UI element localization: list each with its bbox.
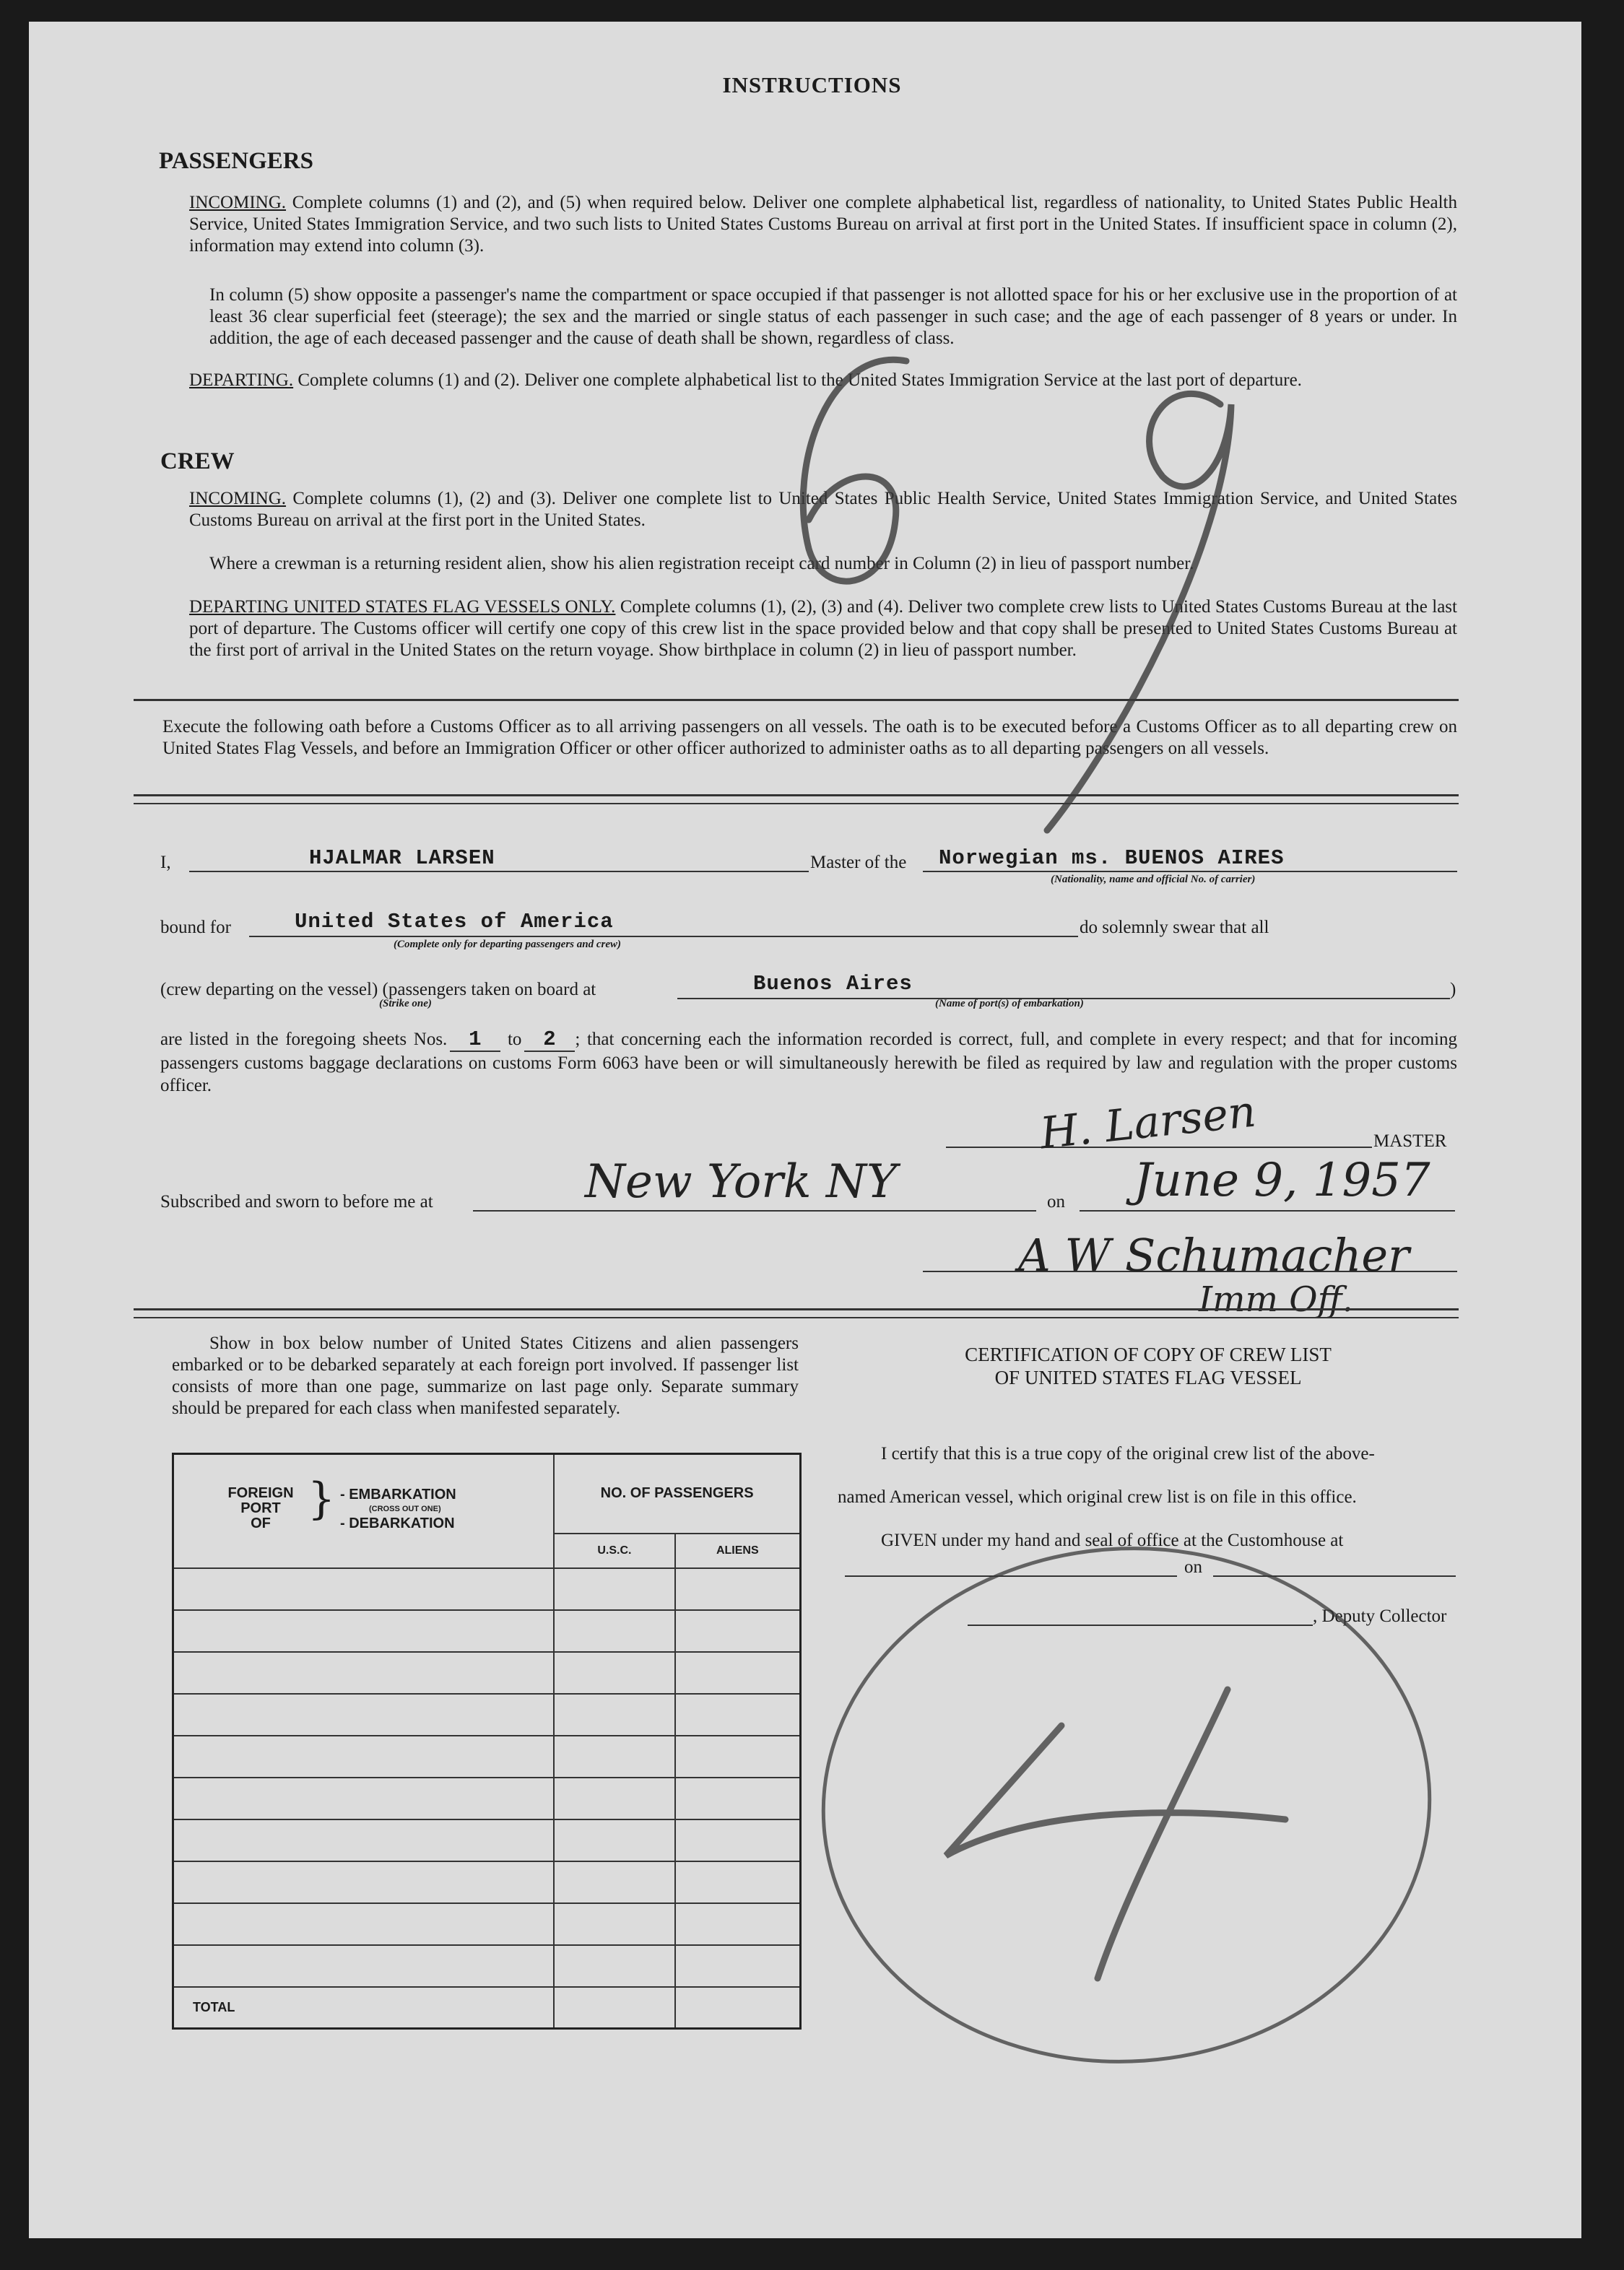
certification-title-line-2: OF UNITED STATES FLAG VESSEL	[994, 1367, 1302, 1388]
crew-incoming-text: Complete columns (1), (2) and (3). Deliver one complete list to United States Public Health Service, United States Immigration Service, and United States Customs Bureau on arrival at the first port in the United States.	[189, 489, 1457, 530]
certification-given: GIVEN under my hand and seal of office at the Customhouse at	[881, 1531, 1344, 1550]
pencil-mark-4	[946, 1690, 1285, 1978]
embarkation-port: Buenos Aires	[753, 972, 913, 996]
port-caption: (Name of port(s) of embarkation)	[935, 998, 1084, 1009]
pencil-circle	[806, 1528, 1446, 2082]
port-header-foreign: FOREIGN	[227, 1484, 294, 1501]
crew-returning-paragraph: Where a crewman is a returning resident alien, show his alien registration receipt card number in Column (2) in lieu of passport number.	[209, 554, 1194, 573]
pencil-mark-9	[1047, 393, 1231, 830]
cross-out-label: (CROSS OUT ONE)	[369, 1504, 441, 1513]
passengers-departing-text: Complete columns (1) and (2). Deliver one complete alphabetical list to the United States Immigration Service at the last port of departure.	[298, 370, 1302, 390]
bound-for-caption: (Complete only for departing passengers and crew)	[394, 939, 621, 950]
usc-header: U.S.C.	[554, 1534, 674, 1568]
certification-title-line-1: CERTIFICATION OF COPY OF CREW LIST	[965, 1344, 1332, 1365]
passengers-column5-paragraph: In column (5) show opposite a passenger's name the compartment or space occupied if that passenger is not allotted space for his or her exclusive use in the proportion of at least 36 clear superficial feet (steerage); the sex and the married or single status of each passenger in such case; and the age of each passenger of 8 years or under. In addition, the age of each deceased passenger and the cause of death shall be shown, regardless of class.	[209, 285, 1457, 348]
port-header-port: PORT	[240, 1500, 281, 1516]
master-name: HJALMAR LARSEN	[309, 846, 495, 870]
no-passengers-header: NO. OF PASSENGERS	[554, 1454, 800, 1534]
crew-heading: CREW	[160, 448, 235, 474]
sworn-on-label: on	[1047, 1192, 1065, 1212]
master-of-label: Master of the	[810, 853, 907, 872]
master-signature: H. Larsen	[1038, 1086, 1259, 1160]
bound-for-value: United States of America	[295, 910, 614, 934]
debarkation-label: - DEBARKATION	[340, 1515, 455, 1531]
crew-departing-label: DEPARTING UNITED STATES FLAG VESSELS ONLY.	[189, 597, 616, 617]
certification-on-label: on	[1184, 1557, 1202, 1577]
passengers-heading: PASSENGERS	[159, 148, 313, 174]
swear-label: do solemnly swear that all	[1080, 918, 1269, 937]
strike-one-caption: (Strike one)	[379, 998, 432, 1009]
listed-text: ; that concerning each the information recorded is correct, full, and complete in every respect; and that for incoming passengers customs baggage declarations on customs Form 6063 have been or will simultaneously herewith be filed as required by law and regulation with the proper customs officer.	[160, 1030, 1457, 1095]
summary-instructions: Show in box below number of United States Citizens and alien passengers embarked or to be debarked separately at each foreign port involved. If passenger list consists of more than one page, summarize on last page only. Separate summary should be prepared for each class when manifested separately.	[172, 1334, 799, 1418]
bound-for-label: bound for	[160, 918, 231, 937]
deputy-collector-label: , Deputy Collector	[1313, 1606, 1447, 1626]
vessel-name: Norwegian ms. BUENOS AIRES	[939, 846, 1285, 870]
page-title: INSTRUCTIONS	[722, 72, 902, 97]
crew-departing-option: (crew departing on the vessel) (passengers taken on board at	[160, 980, 596, 999]
certification-text-line-2: named American vessel, which original crew list is on file in this office.	[838, 1487, 1357, 1507]
aliens-header: ALIENS	[675, 1534, 801, 1568]
total-label: TOTAL	[173, 1987, 555, 2029]
sheet-from: 1	[450, 1028, 500, 1052]
passengers-departing-label: DEPARTING.	[189, 370, 294, 390]
passengers-incoming-text: Complete columns (1) and (2), and (5) when required below. Deliver one complete alphabetical list, regardless of nationality, to United States Public Health Service, United States Immigration Service, and two such lists to United States Customs Bureau on arrival at first port in the United States. If insufficient space in column (2), information may extend into column (3).	[189, 193, 1457, 256]
passengers-incoming-label: INCOMING.	[189, 193, 287, 212]
oath-i-label: I,	[160, 853, 171, 872]
master-label: MASTER	[1373, 1131, 1447, 1151]
vessel-caption: (Nationality, name and official No. of carrier)	[1051, 874, 1256, 885]
certification-text-line-1: I certify that this is a true copy of the original crew list of the above-	[881, 1444, 1375, 1464]
embarkation-label: - EMBARKATION	[340, 1486, 456, 1503]
sworn-place: New York NY	[585, 1155, 898, 1209]
oath-instructions: Execute the following oath before a Customs Officer as to all arriving passengers on all vessels. The oath is to be executed before a Customs Officer as to all departing crew on United States Flag Vessels, and before an Immigration Officer or other officer authorized to administer oaths as to all departing passengers on all vessels.	[162, 717, 1457, 758]
port-header-of: OF	[251, 1515, 271, 1531]
pencil-mark-6	[803, 360, 906, 581]
officer-title: Imm Off.	[1199, 1279, 1353, 1320]
sheet-to: 2	[524, 1028, 575, 1052]
brace-icon: }	[308, 1473, 336, 1524]
sworn-date: June 9, 1957	[1134, 1154, 1430, 1207]
listed-label: are listed in the foregoing sheets Nos.	[160, 1030, 448, 1049]
crew-incoming-label: INCOMING.	[189, 489, 287, 508]
close-paren: )	[1450, 980, 1456, 999]
to-label: to	[507, 1030, 522, 1049]
subscribed-label: Subscribed and sworn to before me at	[160, 1192, 433, 1212]
crew-departing-text: Complete columns (1), (2), (3) and (4). Deliver two complete crew lists to United States Customs Bureau at the last port of departure. The Customs officer will certify one copy of this crew list in the space provided below and that copy shall be presented to United States Customs Bureau at the first port of arrival in the United States on the return voyage. Show birthplace in column (2) in lieu of passport number.	[189, 597, 1457, 660]
officer-signature: A W Schumacher	[1018, 1229, 1410, 1282]
